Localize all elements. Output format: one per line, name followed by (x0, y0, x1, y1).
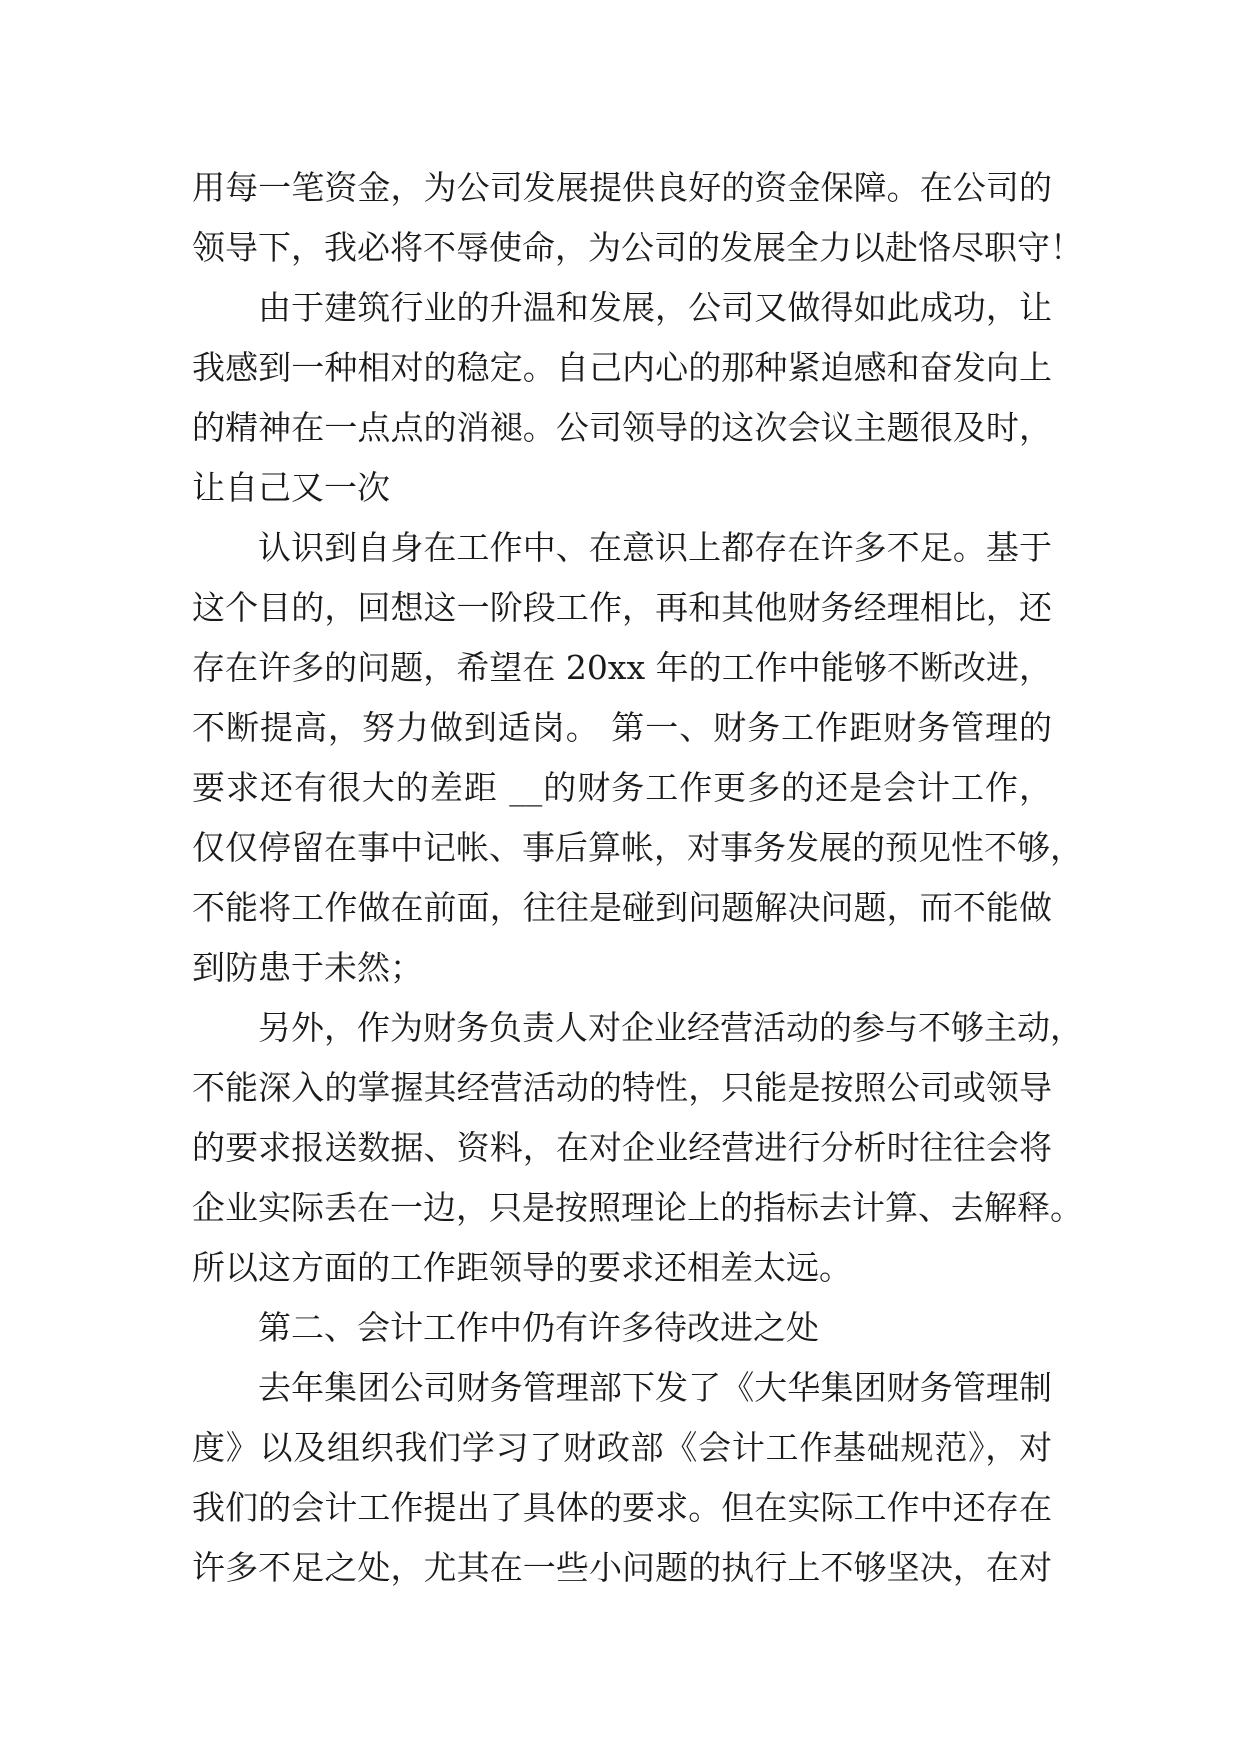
text-line: 不能深入的掌握其经营活动的特性，只能是按照公司或领导 (192, 1068, 1052, 1107)
text-line: 不能将工作做在前面，往往是碰到问题解决问题，而不能做 (192, 888, 1052, 927)
paragraph (192, 998, 1083, 1298)
text-line: 去年集团公司财务管理部下发了《大华集团财务管理制 (258, 1368, 1052, 1407)
text-line: 仅仅停留在事中记帐、事后算帐，对事务发展的预见性不够， (192, 828, 1083, 867)
document-body (192, 158, 1083, 1598)
text-line: 由于建筑行业的升温和发展，公司又做得如此成功，让 (258, 288, 1052, 327)
text-line: 企业实际丢在一边，只是按照理论上的指标去计算、去解释。 (192, 1188, 1083, 1227)
text-line: 所以这方面的工作距领导的要求还相差太远。 (192, 1248, 852, 1287)
text-line: 要求还有很大的差距 __的财务工作更多的还是会计工作， (192, 768, 1052, 807)
text-line: 许多不足之处，尤其在一些小问题的执行上不够坚决，在对 (192, 1548, 1052, 1587)
text-line: 不断提高，努力做到适岗。 第一、财务工作距财务管理的 (192, 708, 1052, 747)
text-line: 我们的会计工作提出了具体的要求。但在实际工作中还存在 (192, 1488, 1052, 1527)
text-line: 我感到一种相对的稳定。自己内心的那种紧迫感和奋发向上 (192, 348, 1052, 387)
text-line: 领导下，我必将不辱使命，为公司的发展全力以赴恪尽职守！ (192, 228, 1083, 267)
text-line: 用每一笔资金，为公司发展提供良好的资金保障。在公司的 (192, 168, 1052, 207)
text-line: 第二、会计工作中仍有许多待改进之处 (258, 1308, 819, 1347)
text-line: 度》以及组织我们学习了财政部《会计工作基础规范》，对 (192, 1428, 1052, 1467)
text-line: 存在许多的问题，希望在 20xx 年的工作中能够不断改进， (192, 648, 1052, 687)
text-line: 这个目的，回想这一阶段工作，再和其他财务经理相比，还 (192, 588, 1052, 627)
paragraph (192, 1298, 1052, 1358)
text-line: 另外，作为财务负责人对企业经营活动的参与不够主动， (258, 1008, 1083, 1047)
paragraph (192, 518, 1083, 998)
text-line: 让自己又一次 (192, 468, 390, 507)
paragraph (192, 278, 1052, 518)
paragraph (192, 158, 1083, 278)
paragraph (192, 1358, 1052, 1598)
text-line: 的精神在一点点的消褪。公司领导的这次会议主题很及时， (192, 408, 1052, 447)
text-line: 的要求报送数据、资料，在对企业经营进行分析时往往会将 (192, 1128, 1052, 1167)
text-line: 认识到自身在工作中、在意识上都存在许多不足。基于 (258, 528, 1052, 567)
text-line: 到防患于未然； (192, 948, 423, 987)
